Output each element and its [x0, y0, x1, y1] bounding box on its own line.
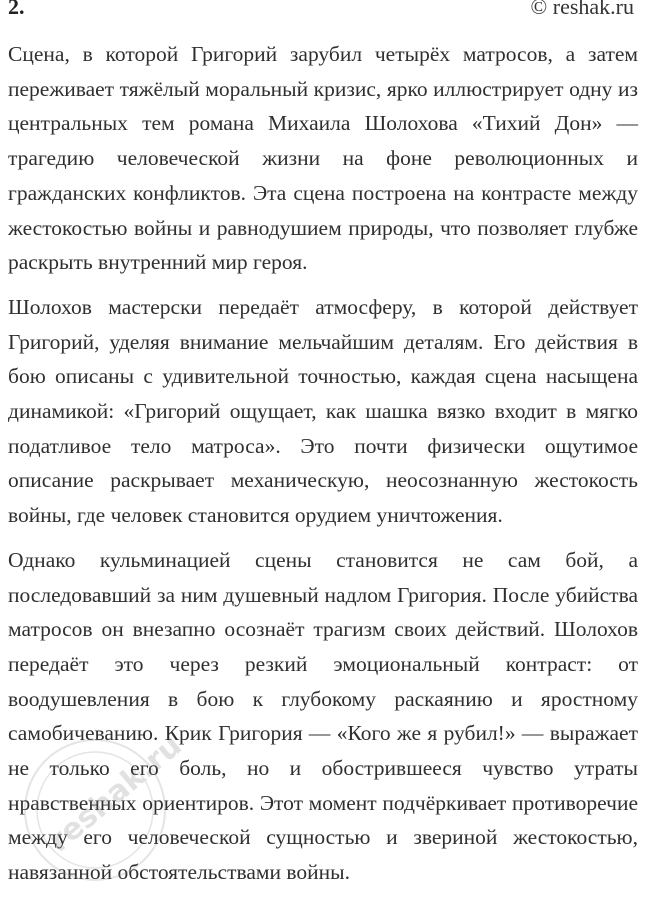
paragraph: Шолохов мастерски передаёт атмосферу, в которой действует Григорий, уделяя внимание мельчайшим деталям. Его действия в бою описаны с удивительной точностью, каждая сцена насыщена динамикой: «Григорий ощущает, как шашка вязко входит в мягко податливое тело матроса». Это почти физически ощутимое описание раскрывает механическую, неосознанную жестокость войны, где человек становится орудием уничтожения. — [8, 294, 638, 528]
page-header — [0, 0, 646, 24]
site-credit[interactable]: © reshak.ru — [530, 0, 634, 19]
task-number: 2. — [8, 0, 25, 19]
watermark-text: reshak.ru — [41, 728, 189, 860]
paragraph: Однако кульминацией сцены становится не сам бой, а последовавший за ним душевный надлом Григория. После убийства матросов он внезапно осознаёт трагизм своих действий. Шолохов передаёт это через резкий эмоциональный контраст: от воодушевления в бою к глубокому раскаянию и яростному самобичеванию. Крик Григория — «Кого же я рубил!» — выражает не только его боль, но и обострившееся чувство утраты нравственных ориентиров. Этот момент подчёркивает противоречие между его человеческой сущностью и звериной жестокостью, навязанной обстоятельствами войны. — [8, 547, 638, 885]
paragraph: Сцена, в которой Григорий зарубил четырёх матросов, а затем переживает тяжёлый моральный кризис, ярко иллюстрирует одну из центральных тем романа Михаила Шолохова «Тихий Дон» — трагедию человеческой жизни на фоне революционных и гражданских конфликтов. Эта сцена построена на контрасте между жестокостью войны и равнодушием природы, что позволяет глубже раскрыть внутренний мир героя. — [8, 42, 638, 275]
answer-text — [8, 37, 638, 900]
